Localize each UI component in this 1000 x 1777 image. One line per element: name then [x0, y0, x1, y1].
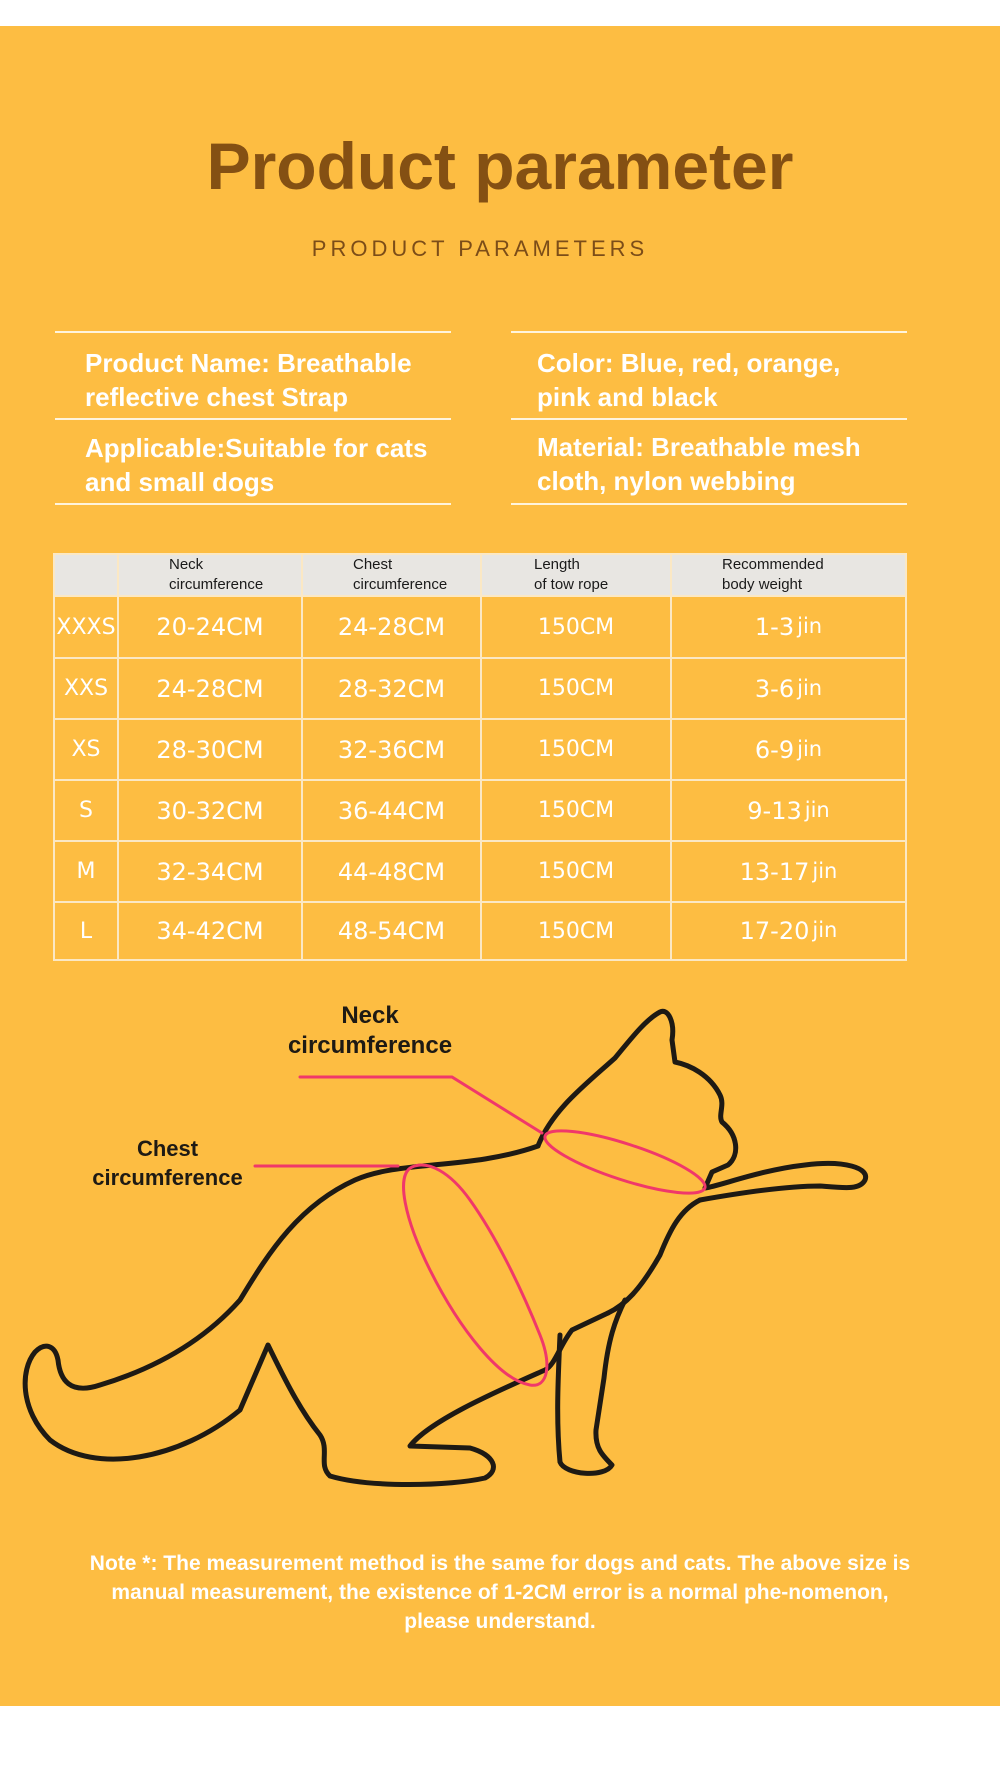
chest-cell: 28-32CM	[302, 658, 481, 719]
header-weight: Recommended body weight	[671, 554, 906, 596]
weight-cell: 9-13 jin	[671, 780, 906, 841]
rope-cell: 150CM	[481, 596, 671, 658]
size-cell: L	[54, 902, 118, 960]
material-line2: cloth, nylon webbing	[537, 466, 796, 496]
divider	[511, 418, 907, 420]
table-row	[54, 902, 906, 960]
header-chest: Chest circumference	[302, 554, 481, 596]
table-row	[54, 719, 906, 780]
divider	[55, 331, 451, 333]
applicable-line1: Applicable:Suitable for cats	[85, 433, 428, 463]
weight-cell: 3-6 jin	[671, 658, 906, 719]
divider	[55, 503, 451, 505]
applicable-info	[85, 431, 455, 499]
table-row	[54, 658, 906, 719]
size-table	[53, 553, 907, 961]
size-cell: XXS	[54, 658, 118, 719]
rope-cell: 150CM	[481, 902, 671, 960]
rope-cell: 150CM	[481, 719, 671, 780]
size-cell: S	[54, 780, 118, 841]
cat-front-leg	[558, 1300, 625, 1473]
table-header-row	[54, 554, 906, 596]
cat-head-outline	[538, 1011, 866, 1200]
neck-cell: 32-34CM	[118, 841, 302, 902]
page-subtitle: PRODUCT PARAMETERS	[311, 236, 649, 261]
chest-cell: 24-28CM	[302, 596, 481, 658]
weight-cell: 13-17 jin	[671, 841, 906, 902]
header-size	[54, 554, 118, 596]
measurement-lines	[255, 1077, 710, 1385]
divider	[511, 503, 907, 505]
color-line1: Color: Blue, red, orange,	[537, 348, 841, 378]
color-info	[537, 346, 907, 414]
neck-cell: 28-30CM	[118, 719, 302, 780]
rope-cell: 150CM	[481, 658, 671, 719]
page-title: Product parameter	[206, 129, 794, 203]
cat-outline	[25, 1011, 865, 1484]
table-row	[54, 841, 906, 902]
chest-cell: 48-54CM	[302, 902, 481, 960]
material-info	[537, 430, 907, 498]
rope-cell: 150CM	[481, 780, 671, 841]
chest-measure-ring	[404, 1165, 547, 1385]
neck-leader-line	[300, 1077, 542, 1133]
divider	[55, 418, 451, 420]
rope-cell: 150CM	[481, 841, 671, 902]
material-line1: Material: Breathable mesh	[537, 432, 861, 462]
cat-measurement-diagram	[0, 990, 1000, 1510]
product-name-line1: Product Name: Breathable	[85, 348, 412, 378]
chest-cell: 32-36CM	[302, 719, 481, 780]
weight-cell: 6-9 jin	[671, 719, 906, 780]
header-neck: Neck circumference	[118, 554, 302, 596]
size-cell: XS	[54, 719, 118, 780]
product-name-info	[85, 346, 455, 414]
neck-cell: 24-28CM	[118, 658, 302, 719]
weight-cell: 17-20 jin	[671, 902, 906, 960]
table-row	[54, 780, 906, 841]
applicable-line2: and small dogs	[85, 467, 275, 497]
chest-circumference-label: Chest circumference	[92, 1136, 243, 1190]
header-rope: Length of tow rope	[481, 554, 671, 596]
neck-cell: 20-24CM	[118, 596, 302, 658]
color-line2: pink and black	[537, 382, 718, 412]
size-cell: XXXS	[54, 596, 118, 658]
cat-body-outline	[25, 1146, 608, 1485]
neck-cell: 30-32CM	[118, 780, 302, 841]
table-row	[54, 596, 906, 658]
neck-measure-ring	[540, 1119, 711, 1205]
product-name-line2: reflective chest Strap	[85, 382, 349, 412]
weight-cell: 1-3 jin	[671, 596, 906, 658]
cat-chest-outline	[608, 1200, 700, 1313]
chest-cell: 36-44CM	[302, 780, 481, 841]
measurement-note: Note *: The measurement method is the same for dogs and cats. The above size is manual measurement, the existence of 1-2CM error is a normal phe-nomenon, please understand.	[89, 1552, 911, 1633]
divider	[511, 331, 907, 333]
neck-cell: 34-42CM	[118, 902, 302, 960]
size-cell: M	[54, 841, 118, 902]
chest-cell: 44-48CM	[302, 841, 481, 902]
neck-circumference-label: Neck circumference	[287, 1002, 453, 1059]
